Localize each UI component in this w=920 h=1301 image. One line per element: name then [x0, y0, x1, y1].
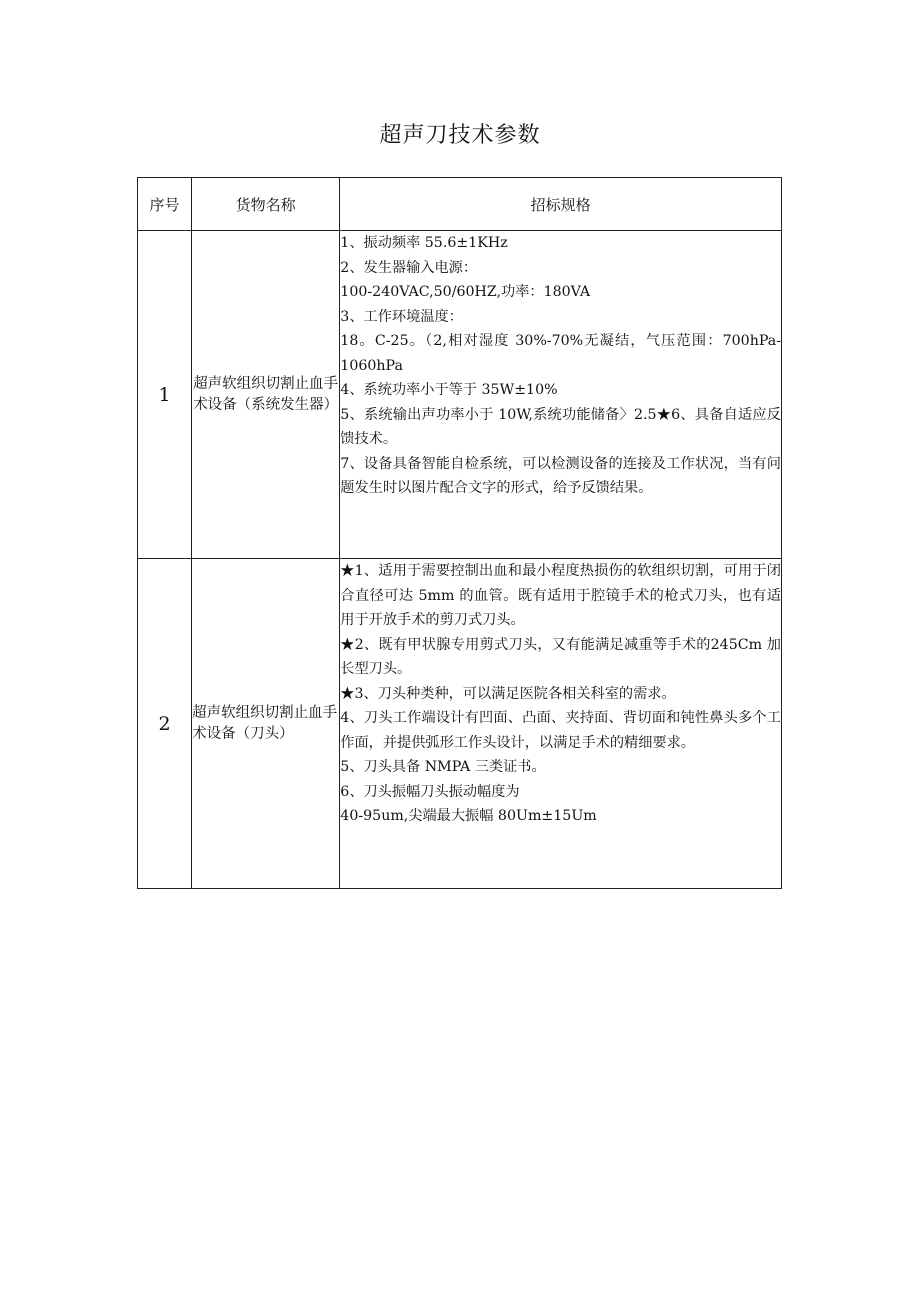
spec-line: 5、刀头具备 NMPA 三类证书。: [340, 759, 546, 775]
spec-line: 100-240VAC,50/60HZ,功率：180VA: [340, 284, 591, 300]
table-row: [138, 231, 782, 559]
row-number: 1: [138, 231, 192, 559]
item-name: 超声软组织切割止血手术设备（刀头）: [192, 559, 340, 889]
spec-line: ★1、适用于需要控制出血和最小程度热损伤的软组织切割，可用于闭合直径可达 5mm 的血管。既有适用于腔镜手术的枪式刀头，也有适用于开放手术的剪刀式刀头。: [340, 563, 781, 628]
spec-line: 4、系统功率小于等于 35W±10%: [340, 382, 558, 398]
header-name: 货物名称: [192, 178, 340, 231]
spec-line: ★2、既有甲状腺专用剪式刀头，又有能满足减重等手术的245Cm 加长型刀头。: [340, 636, 781, 677]
spec-line: 2、发生器输入电源：: [340, 259, 478, 276]
spec-line: 7、设备具备智能自检系统，可以检测设备的连接及工作状况，当有问题发生时以图片配合文字的形式，给予反馈结果。: [340, 455, 781, 496]
spec-line: 1、振动频率 55.6±1KHz: [340, 235, 508, 251]
spec-line: 5、系统输出声功率小于 10W,系统功能储备〉2.5★6、具备自适应反馈技术。: [340, 406, 781, 447]
item-spec: [340, 231, 782, 559]
spec-line: 18。C-25。（2,相对湿度 30%-70%无凝结，气压范围：700hPa-1060hPa: [340, 333, 781, 374]
spec-line: 3、工作环境温度：: [340, 308, 463, 325]
spec-line: 6、刀头振幅刀头振动幅度为: [340, 783, 520, 800]
row-number: 2: [138, 559, 192, 889]
table-row: [138, 559, 782, 889]
spec-line: ★3、刀头种类种，可以满足医院各相关科室的需求。: [340, 685, 676, 702]
header-spec: 招标规格: [340, 178, 782, 231]
table-header-row: [138, 178, 782, 231]
item-name: 超声软组织切割止血手术设备（系统发生器）: [192, 231, 340, 559]
item-spec: [340, 559, 782, 889]
spec-table: [137, 177, 782, 889]
document-title: 超声刀技术参数: [379, 123, 541, 148]
header-no: 序号: [138, 178, 192, 231]
spec-line: 40-95um,尖端最大振幅 80Um±15Um: [340, 808, 597, 824]
spec-line: 4、刀头工作端设计有凹面、凸面、夹持面、背切面和钝性鼻头多个工作面，并提供弧形工作头设计，以满足手术的精细要求。: [340, 710, 781, 751]
